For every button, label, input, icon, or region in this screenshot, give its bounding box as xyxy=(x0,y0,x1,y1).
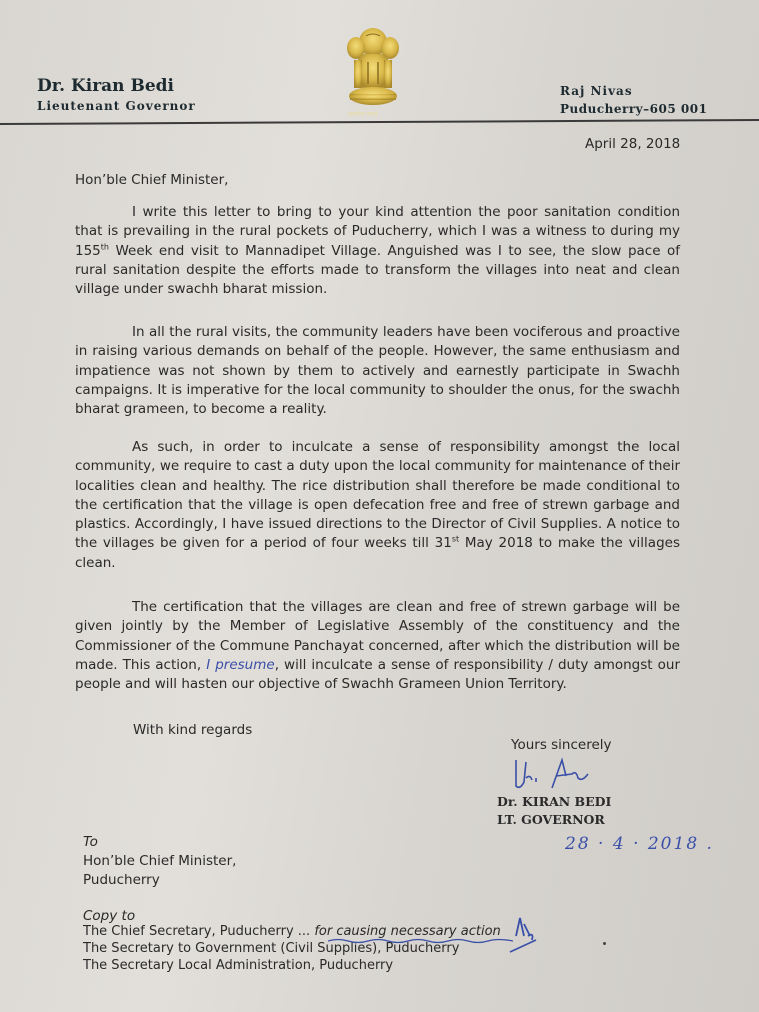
recipient-line-2: Puducherry xyxy=(83,872,160,888)
paragraph-3-text-b: May 2018 to make the villages clean. xyxy=(75,535,680,571)
copy-to-item-note: for causing necessary action xyxy=(314,924,501,939)
copy-to-item-text: The Chief Secretary, Puducherry ... xyxy=(83,924,315,939)
address-line-2: Puducherry–605 001 xyxy=(560,102,708,116)
address-line-1: Raj Nivas xyxy=(560,84,633,98)
paragraph-4 xyxy=(75,598,680,694)
national-emblem-icon xyxy=(338,22,408,120)
paragraph-4-text-a: The certification that the villages are clean and free of strewn garbage will be given jointly by the Member of Legislative Assembly of the constituency and the Commissioner of the Commune Panchayat concerned, after which the distribution will be made. This action, xyxy=(75,599,680,673)
signatory-title: LT. GOVERNOR xyxy=(497,812,605,827)
closing-regards: With kind regards xyxy=(133,722,253,738)
sender-title: Lieutenant Governor xyxy=(37,99,196,113)
handwritten-initials-icon xyxy=(508,914,558,954)
ink-dot xyxy=(603,942,606,945)
paragraph-2: In all the rural visits, the community leaders have been vociferous and proactive in raising various demands on behalf of the people. However, the same enthusiasm and impatience was not shown by them to actively and earnestly participate in Swachh campaigns. It is imperative for the local community to shoulder the onus, for the swachh bharat grameen, to become a reality. xyxy=(75,324,680,418)
ordinal-suffix: st xyxy=(451,534,460,544)
paragraph-1-text-b: Week end visit to Mannadipet Village. Anguished was I to see, the slow pace of rural sanitation despite the efforts made to transform the villages into neat and clean village under swachh bharat mission. xyxy=(75,242,680,298)
paragraph-1 xyxy=(75,203,680,299)
recipient-label: To xyxy=(83,834,98,850)
paragraph-1-text-a: I write this letter to bring to your kind attention the poor sanitation condition that is prevailing in the rural pockets of Puducherry, which I was a witness to during my 155 xyxy=(75,204,680,259)
recipient-line-1: Hon’ble Chief Minister, xyxy=(83,853,237,869)
copy-to-item: The Secretary Local Administration, Puducherry xyxy=(83,958,394,973)
paragraph-4-text-b: , will inculcate a sense of responsibility / duty amongst our people and will hasten our objective of Swachh Grameen Union Territory. xyxy=(75,656,680,693)
copy-to-item: The Secretary to Government (Civil Supplies), Puducherry xyxy=(83,941,460,956)
emblem-caption: सत्यमेव जयते xyxy=(348,111,378,118)
paragraph-3-text-a: As such, in order to inculcate a sense of responsibility amongst the local community, we require to cast a duty upon the local community for maintenance of their localities clean and healthy. The rice distribution shall therefore be made conditional to the certification that the village is open defecation free and free of strewn garbage and plastics. Accordingly, I have issued directions to the Director of Civil Supplies. A notice to the villages be given for a period of four weeks till 31 xyxy=(75,439,680,552)
handwritten-date: 28 · 4 · 2018 . xyxy=(565,834,714,854)
handwritten-underline xyxy=(328,938,513,944)
paragraph-3 xyxy=(75,438,680,573)
sender-name: Dr. Kiran Bedi xyxy=(37,76,174,96)
closing-yours: Yours sincerely xyxy=(511,737,612,753)
letter-date: April 28, 2018 xyxy=(585,136,681,152)
ordinal-suffix: th xyxy=(100,242,109,252)
signatory-name: Dr. KIRAN BEDI xyxy=(497,794,612,809)
signature-icon xyxy=(512,756,592,792)
salutation: Hon’ble Chief Minister, xyxy=(75,172,229,188)
copy-to-label: Copy to xyxy=(83,908,136,924)
handwritten-correction: I presume xyxy=(206,656,275,673)
copy-to-item xyxy=(83,924,501,939)
